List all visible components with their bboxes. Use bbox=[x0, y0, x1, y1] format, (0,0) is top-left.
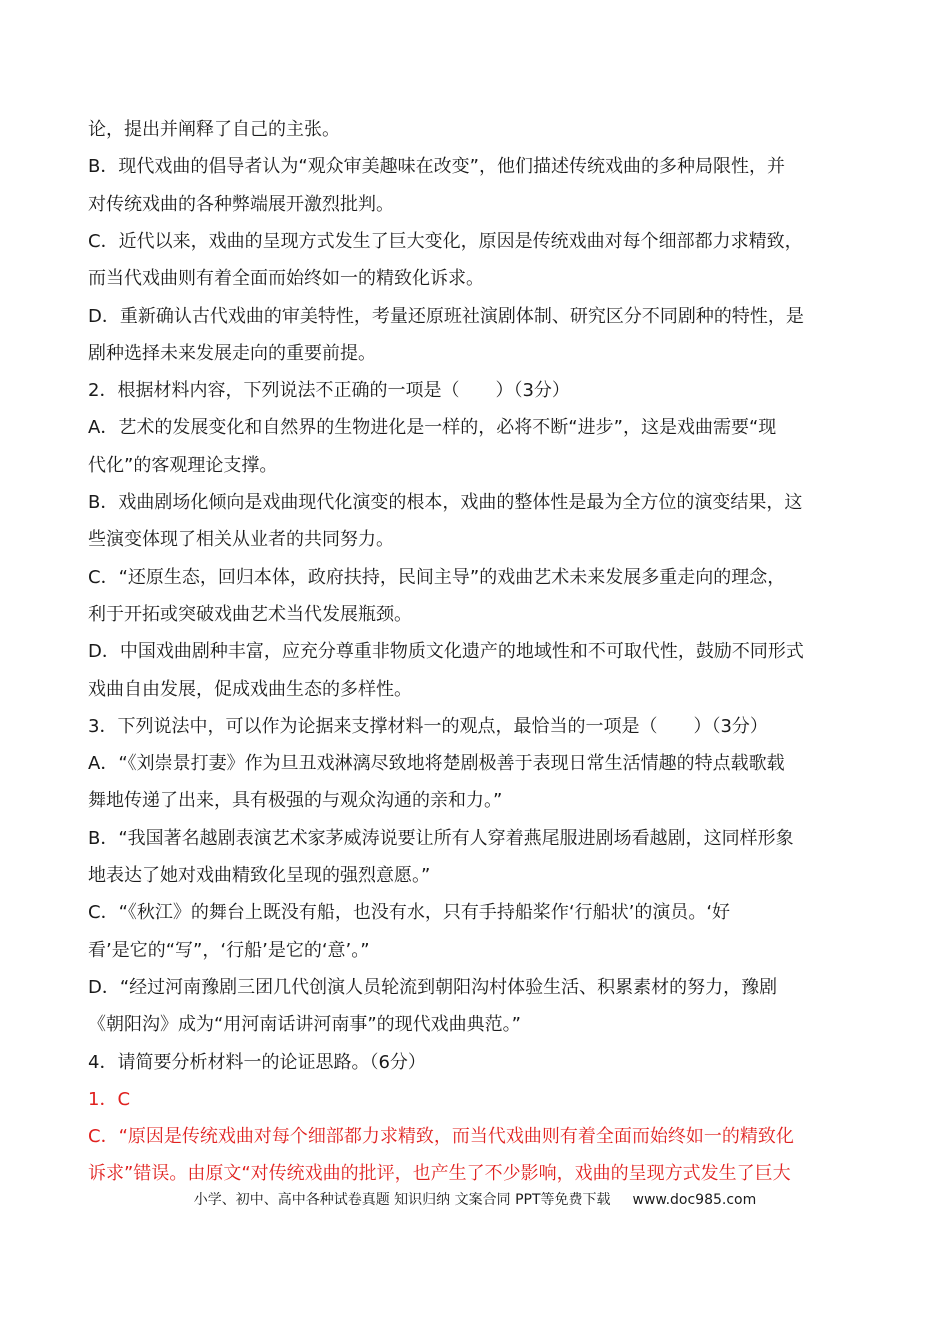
answer-line: C．“原因是传统戏曲对每个细部都力求精致，而当代戏曲则有着全面而始终如一的精致化 bbox=[88, 1126, 794, 1148]
answer-line: 诉求”错误。由原文“对传统戏曲的批评，也产生了不少影响，戏曲的呈现方式发生了巨大 bbox=[88, 1163, 791, 1185]
text-line: 《朝阳沟》成为“用河南话讲河南事”的现代戏曲典范。” bbox=[88, 1014, 521, 1036]
text-line: B．现代戏曲的倡导者认为“观众审美趣味在改变”，他们描述传统戏曲的多种局限性，并 bbox=[88, 156, 785, 178]
text-line: 地表达了她对戏曲精致化呈现的强烈意愿。” bbox=[88, 865, 431, 886]
text-line: 代化”的客观理论支撑。 bbox=[88, 454, 278, 476]
footer-url: www.doc985.com bbox=[632, 1192, 757, 1208]
text-line: 看’是它的“写”，‘行船’是它的‘意’。” bbox=[88, 939, 370, 961]
text-line: A．“《刘崇景打妻》作为旦丑戏淋漓尽致地将楚剧极善于表现日常生活情趣的特点载歌载 bbox=[88, 753, 785, 775]
text-line: D．中国戏曲剧种丰富，应充分尊重非物质文化遗产的地域性和不可取代性，鼓励不同形式 bbox=[88, 641, 804, 663]
answer-line: 1．C bbox=[88, 1088, 131, 1110]
text-line: 戏曲自由发展，促成戏曲生态的多样性。 bbox=[88, 678, 412, 700]
text-line: C．近代以来，戏曲的呈现方式发生了巨大变化，原因是传统戏曲对每个细部都力求精致， bbox=[88, 230, 803, 252]
text-line: D．“经过河南豫剧三团几代创演人员轮流到朝阳沟村体验生活、积累素材的努力，豫剧 bbox=[88, 976, 778, 998]
text-line: C．“《秋江》的舞台上既没有船，也没有水，只有手持船桨作‘行船状’的演员。‘好 bbox=[88, 902, 731, 924]
text-line: 论，提出并阐释了自己的主张。 bbox=[88, 119, 340, 140]
text-line: 2．根据材料内容，下列说法不正确的一项是（ ）（3分） bbox=[88, 380, 570, 402]
text-line: 舞地传递了出来，具有极强的与观众沟通的亲和力。” bbox=[88, 790, 503, 812]
text-line: C．“还原生态，回归本体，政府扶持，民间主导”的戏曲艺术未来发展多重走向的理念， bbox=[88, 566, 786, 588]
footer-text: 小学、初中、高中各种试卷真题 知识归纳 文案合同 PPT等免费下载 bbox=[193, 1192, 611, 1208]
text-line: A．艺术的发展变化和自然界的生物进化是一样的，必将不断“进步”，这是戏曲需要“现 bbox=[88, 417, 777, 439]
text-line: 而当代戏曲则有着全面而始终如一的精致化诉求。 bbox=[88, 268, 484, 290]
text-line: 4．请简要分析材料一的论证思路。（6分） bbox=[88, 1051, 426, 1073]
text-line: 剧种选择未来发展走向的重要前提。 bbox=[88, 342, 376, 364]
text-line: 些演变体现了相关从业者的共同努力。 bbox=[88, 529, 394, 551]
text-line: B．戏曲剧场化倾向是戏曲现代化演变的根本，戏曲的整体性是最为全方位的演变结果，这 bbox=[88, 492, 803, 513]
text-line: 对传统戏曲的各种弊端展开激烈批判。 bbox=[88, 193, 394, 215]
text-line: B．“我国著名越剧表演艺术家茅威涛说要让所有人穿着燕尾服进剧场看越剧，这同样形象 bbox=[88, 827, 794, 849]
text-line: 利于开拓或突破戏曲艺术当代发展瓶颈。 bbox=[88, 603, 412, 625]
text-line: D．重新确认古代戏曲的审美特性，考量还原班社演剧体制、研究区分不同剧种的特性，是 bbox=[88, 305, 804, 327]
page-footer bbox=[0, 1190, 950, 1210]
text-line: 3．下列说法中，可以作为论据来支撑材料一的观点，最恰当的一项是（ ）（3分） bbox=[88, 715, 768, 737]
